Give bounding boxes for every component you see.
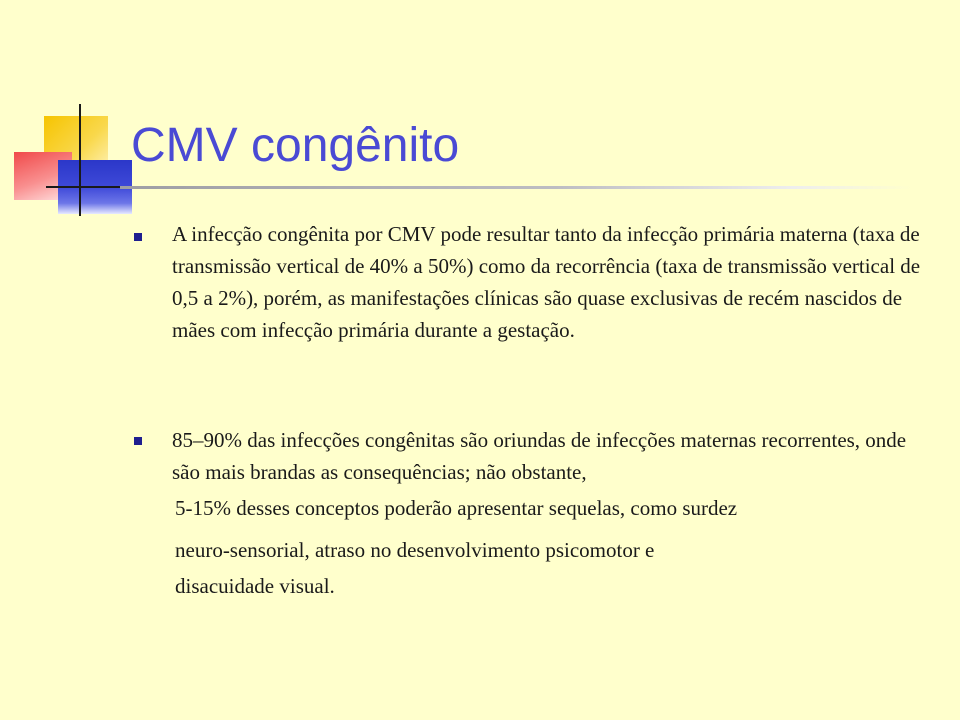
bullet-square-icon — [134, 233, 142, 241]
bullet-continuation-line-3: disacuidade visual. — [175, 574, 335, 598]
bullet-continuation-line-2: neuro-sensorial, atraso no desenvolvimento psicomotor e — [175, 538, 655, 562]
title-underline-divider — [120, 186, 912, 189]
bullet-square-icon — [134, 437, 142, 445]
slide-title: CMV congênito — [131, 119, 460, 172]
vertical-line-divider — [79, 104, 81, 216]
bullet-text-2: 85–90% das infecções congênitas são oriundas de infecções maternas recorrentes, onde são mais brandas as consequências; não obstante, — [172, 428, 907, 484]
bullet-text-1: A infecção congênita por CMV pode resultar tanto da infecção primária materna (taxa de transmissão vertical de 40% a 50%) como da recorrência (taxa de transmissão vertical de 0,5 a 2%), porém, as manifestações clínicas são quase exclusivas de recém nascidos de mães com infecção primária durante a gestação. — [172, 222, 921, 342]
bullet-continuation-line-1: 5-15% desses conceptos poderão apresentar sequelas, como surdez — [175, 496, 738, 520]
